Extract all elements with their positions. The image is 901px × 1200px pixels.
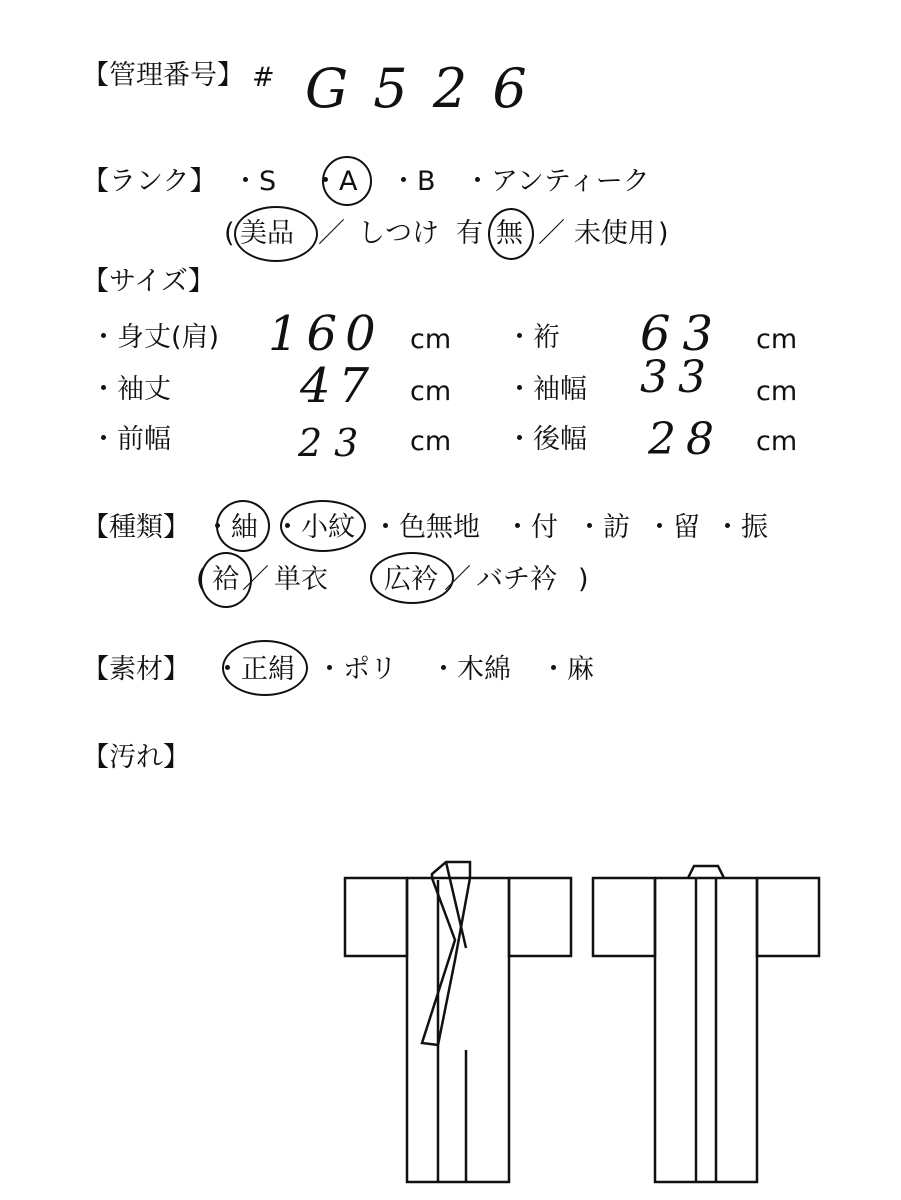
material-option-cotton: ・木綿 xyxy=(430,654,511,685)
rank-label: 【ランク】 xyxy=(82,166,217,197)
kind-line2-close: ) xyxy=(578,564,589,595)
back-collar xyxy=(688,866,724,878)
kind-option-tome: ・留 xyxy=(646,512,700,543)
material-option-poly: ・ポリ xyxy=(316,654,397,685)
kind-option-tsumugi: ・紬 xyxy=(204,512,258,543)
size-row2-right-value: 33 xyxy=(640,352,716,403)
material-option-shouken: ・正絹 xyxy=(214,654,295,685)
size-label: 【サイズ】 xyxy=(82,266,215,297)
kind-option-hiroeri: 広衿 xyxy=(384,564,438,595)
size-row3-left-label: ・前幅 xyxy=(90,424,171,455)
kind-option-awase: 袷 xyxy=(212,564,239,595)
rank-option-unused: 未使用 xyxy=(574,218,655,249)
size-row1-right-unit: cm xyxy=(756,324,798,355)
back-right-sleeve xyxy=(757,878,819,956)
size-row1-left-value: 160 xyxy=(268,306,384,362)
size-row2-right-label: ・袖幅 xyxy=(506,374,587,405)
size-row2-left-value: 47 xyxy=(300,358,378,414)
size-row1-right-value: 63 xyxy=(640,306,726,362)
kind-option-tsuke: ・付 xyxy=(504,512,558,543)
rank-option-b: ・B xyxy=(390,166,436,197)
kind-option-iromuji: ・色無地 xyxy=(372,512,480,543)
size-row3-left-unit: cm xyxy=(410,426,452,457)
management-hash: # xyxy=(252,62,275,93)
material-label: 【素材】 xyxy=(82,654,190,685)
rank-option-nashi: 無 xyxy=(496,218,523,249)
management-label: 【管理番号】 xyxy=(82,60,244,91)
front-body-outline xyxy=(407,878,509,1182)
back-left-sleeve xyxy=(593,878,655,956)
size-row1-right-label: ・裄 xyxy=(506,322,560,353)
stain-label: 【汚れ】 xyxy=(82,742,190,773)
rank-option-s: ・S xyxy=(232,166,277,197)
size-row2-left-label: ・袖丈 xyxy=(90,374,171,405)
rank-line2-open: ( xyxy=(224,218,235,249)
kind-label: 【種類】 xyxy=(82,512,190,543)
size-row2-right-unit: cm xyxy=(756,376,798,407)
rank-option-bihin: 美品 xyxy=(240,218,294,249)
front-collar-band xyxy=(422,862,470,1045)
rank-line2-close: ) xyxy=(658,218,669,249)
rank-option-antique: ・アンティーク xyxy=(464,166,650,197)
front-right-sleeve xyxy=(509,878,571,956)
size-row1-left-label: ・身丈(肩) xyxy=(90,322,220,353)
size-row3-right-value: 28 xyxy=(648,414,724,465)
kind-option-komon: ・小紋 xyxy=(274,512,355,543)
material-option-hemp: ・麻 xyxy=(540,654,594,685)
kind-option-bachieri: バチ衿 xyxy=(476,564,557,595)
rank-option-a: ・A xyxy=(312,166,358,197)
size-row3-right-label: ・後幅 xyxy=(506,424,587,455)
kind-option-hou: ・訪 xyxy=(576,512,630,543)
kind-option-furi: ・振 xyxy=(714,512,768,543)
front-left-sleeve xyxy=(345,878,407,956)
size-row3-left-value: 23 xyxy=(298,421,371,465)
rank-line2-sep1: ／ xyxy=(318,218,345,249)
size-row2-left-unit: cm xyxy=(410,376,452,407)
rank-option-ari: 有 xyxy=(456,218,483,249)
back-body-outline xyxy=(655,878,757,1182)
management-number: G 5 2 6 xyxy=(305,57,531,120)
rank-option-shitsuke: しつけ xyxy=(358,218,439,249)
kind-line2-sep2: ／ xyxy=(444,564,471,595)
front-collar-inner xyxy=(446,862,466,948)
rank-line2-sep2: ／ xyxy=(538,218,565,249)
size-row3-right-unit: cm xyxy=(756,426,798,457)
size-row1-left-unit: cm xyxy=(410,324,452,355)
kind-line2-sep1: ／ xyxy=(242,564,269,595)
kind-option-hitoe: 単衣 xyxy=(274,564,328,595)
kind-line2-open: ( xyxy=(196,564,207,595)
